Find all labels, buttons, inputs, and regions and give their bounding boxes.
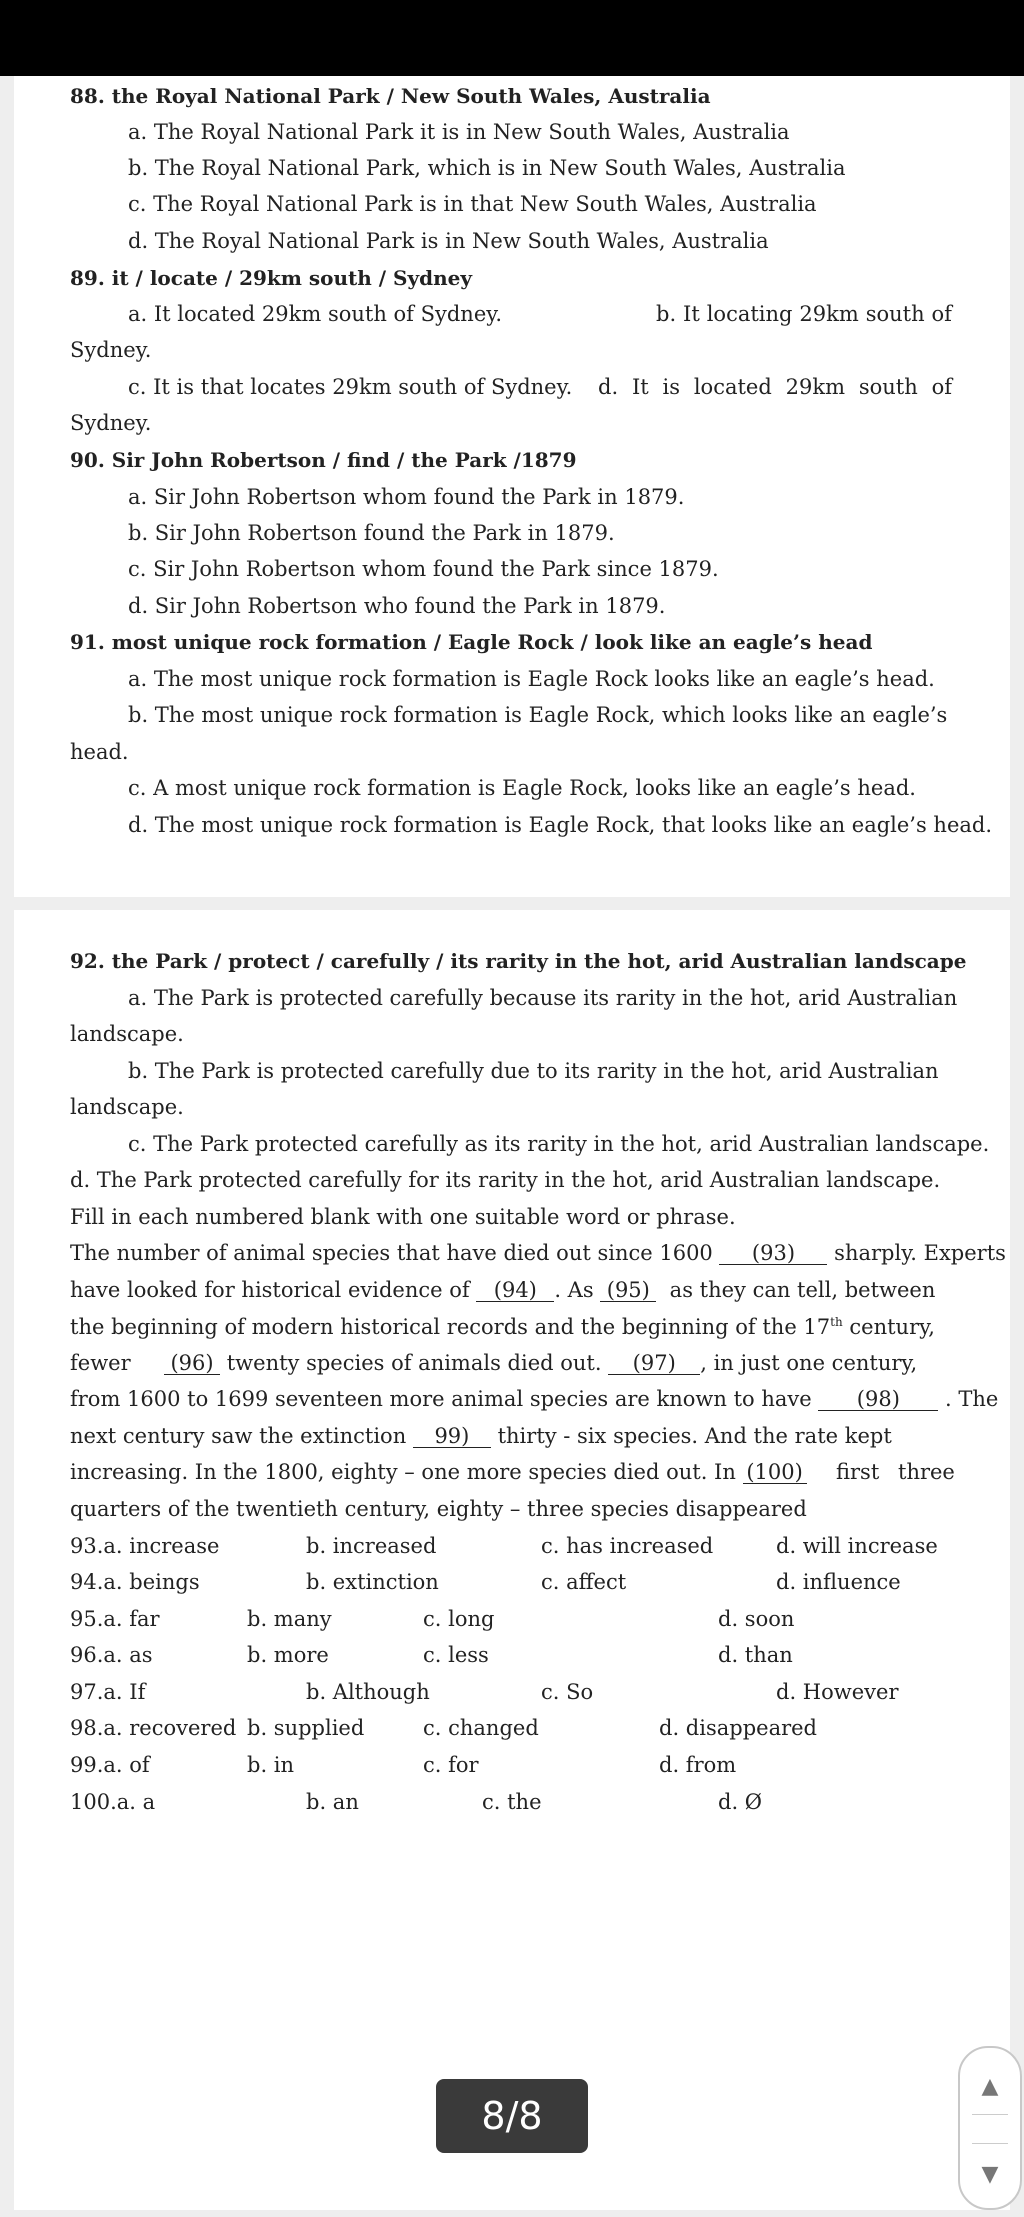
scroll-control[interactable]: [958, 2046, 1022, 2210]
question-91-option-b-cont: head.: [70, 740, 129, 764]
question-88-prompt: 88. the Royal National Park / New South Wales, Australia: [70, 84, 711, 108]
question-90-option-a: a. Sir John Robertson whom found the Park in 1879.: [128, 485, 685, 509]
chevron-down-icon[interactable]: ▼: [981, 2161, 999, 2187]
blank-100: (100): [743, 1462, 807, 1484]
question-91-option-d: d. The most unique rock formation is Eagle Rock, that looks like an eagle’s head.: [128, 813, 993, 837]
q96-option-a: 96.a. as: [70, 1643, 153, 1667]
question-89-option-d-cont: Sydney.: [70, 411, 152, 435]
question-90-option-d: d. Sir John Robertson who found the Park in 1879.: [128, 594, 666, 618]
q98-option-d: d. disappeared: [659, 1716, 817, 1740]
scroll-track[interactable]: [972, 2114, 1008, 2144]
question-92-option-d: d. The Park protected carefully for its rarity in the hot, arid Australian landscape.: [70, 1168, 941, 1192]
question-89-option-d: d. It is located 29km south of: [598, 375, 952, 399]
question-90-option-b: b. Sir John Robertson found the Park in 1879.: [128, 521, 615, 545]
q97-option-b: b. Although: [306, 1680, 430, 1704]
question-88-option-d: d. The Royal National Park is in New South Wales, Australia: [128, 229, 769, 253]
q93-option-c: c. has increased: [541, 1534, 714, 1558]
q98-option-c: c. changed: [423, 1716, 539, 1740]
q99-option-d: d. from: [659, 1753, 737, 1777]
q94-option-c: c. affect: [541, 1570, 627, 1594]
blank-99: 99): [413, 1426, 491, 1448]
question-92-option-b-cont: landscape.: [70, 1095, 184, 1119]
blank-98: (98): [818, 1389, 938, 1411]
q97-option-d: d. However: [776, 1680, 899, 1704]
q94-option-b: b. extinction: [306, 1570, 439, 1594]
question-89-prompt: 89. it / locate / 29km south / Sydney: [70, 266, 472, 290]
q95-option-c: c. long: [423, 1607, 495, 1631]
question-90-prompt: 90. Sir John Robertson / find / the Park /1879: [70, 448, 577, 472]
question-89-option-b-cont: Sydney.: [70, 338, 152, 362]
q100-option-b: b. an: [306, 1790, 359, 1814]
q94-option-d: d. influence: [776, 1570, 901, 1594]
blank-96: (96): [164, 1353, 220, 1375]
blank-97: (97): [608, 1353, 700, 1375]
q100-option-d: d. Ø: [718, 1790, 763, 1814]
q96-option-d: d. than: [718, 1643, 793, 1667]
question-90-option-c: c. Sir John Robertson whom found the Park since 1879.: [128, 557, 719, 581]
passage-line-2: have looked for historical evidence of (94) . As (95) as they can tell, between: [70, 1278, 936, 1302]
blank-94: (94): [476, 1280, 554, 1302]
question-91-option-c: c. A most unique rock formation is Eagle Rock, looks like an eagle’s head.: [128, 776, 916, 800]
q100-option-c: c. the: [482, 1790, 542, 1814]
q100-option-a: 100.a. a: [70, 1790, 156, 1814]
question-88-option-c: c. The Royal National Park is in that New South Wales, Australia: [128, 192, 817, 216]
q93-option-b: b. increased: [306, 1534, 437, 1558]
blank-95: (95): [600, 1280, 656, 1302]
passage-line-4: fewer (96) twenty species of animals died out. (97) , in just one century,: [70, 1351, 918, 1375]
question-92-option-a: a. The Park is protected carefully because its rarity in the hot, arid Australian: [128, 986, 958, 1010]
q99-option-a: 99.a. of: [70, 1753, 150, 1777]
q96-option-c: c. less: [423, 1643, 489, 1667]
q97-option-a: 97.a. If: [70, 1680, 146, 1704]
top-status-bar: [0, 0, 1024, 76]
q93-option-a: 93.a. increase: [70, 1534, 220, 1558]
question-89-option-b: b. It locating 29km south of: [656, 302, 952, 326]
passage-line-7-word-three: three: [898, 1460, 955, 1484]
question-92-option-a-cont: landscape.: [70, 1022, 184, 1046]
question-91-option-a: a. The most unique rock formation is Eagle Rock looks like an eagle’s head.: [128, 667, 935, 691]
question-92-option-b: b. The Park is protected carefully due to its rarity in the hot, arid Australian: [128, 1059, 939, 1083]
passage-line-6: next century saw the extinction 99) thirty - six species. And the rate kept: [70, 1424, 892, 1448]
question-92-option-c: c. The Park protected carefully as its rarity in the hot, arid Australian landscape.: [128, 1132, 990, 1156]
passage-line-1: The number of animal species that have died out since 1600 (93) sharply. Experts: [70, 1241, 1006, 1265]
blank-93: (93): [719, 1243, 827, 1265]
passage-line-7-word-first: first: [836, 1460, 880, 1484]
passage-line-7: increasing. In the 1800, eighty – one more species died out. In (100): [70, 1462, 807, 1484]
q97-option-c: c. So: [541, 1680, 594, 1704]
question-89-option-a: a. It located 29km south of Sydney.: [128, 302, 503, 326]
passage-line-5: from 1600 to 1699 seventeen more animal species are known to have (98) . The: [70, 1387, 999, 1411]
q99-option-b: b. in: [247, 1753, 295, 1777]
q95-option-a: 95.a. far: [70, 1607, 160, 1631]
chevron-up-icon[interactable]: ▲: [981, 2073, 999, 2099]
passage-line-3: the beginning of modern historical records and the beginning of the 17th century,: [70, 1315, 935, 1339]
q98-option-a: 98.a. recovered: [70, 1716, 237, 1740]
page-indicator: 8/8: [436, 2079, 588, 2153]
q99-option-c: c. for: [423, 1753, 479, 1777]
q95-option-d: d. soon: [718, 1607, 795, 1631]
question-92-prompt: 92. the Park / protect / carefully / its rarity in the hot, arid Australian landscape: [70, 949, 967, 973]
q95-option-b: b. many: [247, 1607, 332, 1631]
q94-option-a: 94.a. beings: [70, 1570, 200, 1594]
question-91-prompt: 91. most unique rock formation / Eagle Rock / look like an eagle’s head: [70, 630, 873, 654]
question-91-option-b: b. The most unique rock formation is Eagle Rock, which looks like an eagle’s: [128, 703, 948, 727]
q96-option-b: b. more: [247, 1643, 329, 1667]
question-89-option-c: c. It is that locates 29km south of Sydney.: [128, 375, 573, 399]
cloze-instruction: Fill in each numbered blank with one suitable word or phrase.: [70, 1205, 736, 1229]
q98-option-b: b. supplied: [247, 1716, 365, 1740]
q93-option-d: d. will increase: [776, 1534, 938, 1558]
question-88-option-b: b. The Royal National Park, which is in New South Wales, Australia: [128, 156, 846, 180]
question-88-option-a: a. The Royal National Park it is in New South Wales, Australia: [128, 120, 790, 144]
passage-line-8: quarters of the twentieth century, eighty – three species disappeared: [70, 1497, 807, 1521]
